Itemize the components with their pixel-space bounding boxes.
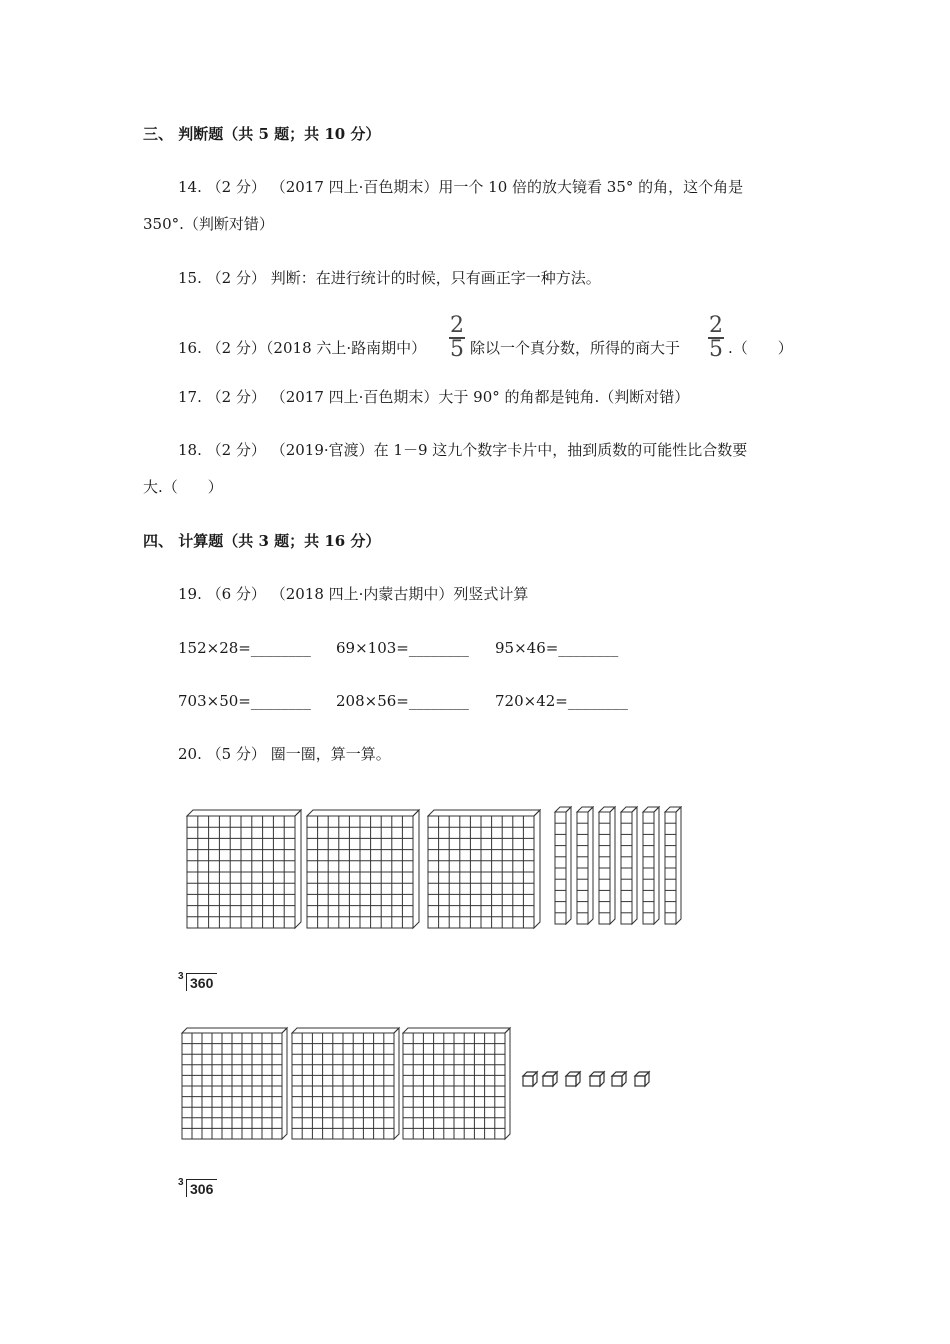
question-19: 19. （6 分） （2018 四上·内蒙古期中）列竖式计算 <box>178 585 529 603</box>
question-16-middle: 除以一个真分数，所得的商大于 <box>470 339 681 357</box>
hundred-block <box>307 810 419 928</box>
fraction-two-fifths-2 <box>708 313 724 362</box>
question-14-line1: 14. （2 分） （2017 四上·百色期末）用一个 10 倍的放大镜看 35° 的角，这个角是 <box>178 178 744 196</box>
hundred-block <box>428 810 540 928</box>
base-ten-blocks-360 <box>183 805 703 935</box>
calc-item: 720×42=________ <box>495 692 628 710</box>
calc-item: 703×50=________ <box>178 692 311 710</box>
divisor: 3 <box>178 1177 184 1188</box>
fraction-denominator-2: 5 <box>709 337 723 362</box>
section-4-heading: 四、 计算题（共 3 题；共 16 分） <box>143 532 381 550</box>
question-16-prefix: 16. （2 分）（2018 六上·路南期中） <box>178 339 427 357</box>
ten-rod <box>643 807 659 924</box>
ten-rod <box>555 807 571 924</box>
unit-cube <box>566 1072 580 1086</box>
ten-rod <box>577 807 593 924</box>
base-ten-blocks-306 <box>180 1024 660 1139</box>
question-16-suffix: .（ ） <box>728 339 793 357</box>
fraction-two-fifths <box>449 313 465 362</box>
ten-rod <box>665 807 681 924</box>
dividend: 306 <box>186 1179 217 1197</box>
unit-cube <box>543 1072 557 1086</box>
unit-cube <box>612 1072 626 1086</box>
hundred-block <box>403 1028 510 1139</box>
fraction-denominator: 5 <box>450 337 464 362</box>
unit-cube <box>523 1072 537 1086</box>
question-18-line2: 大.（ ） <box>143 478 223 496</box>
hundred-block <box>187 810 301 928</box>
question-20: 20. （5 分） 圈一圈，算一算。 <box>178 745 391 763</box>
question-15: 15. （2 分） 判断：在进行统计的时候，只有画正字一种方法。 <box>178 269 601 287</box>
unit-cube <box>635 1072 649 1086</box>
section-3-heading: 三、 判断题（共 5 题；共 10 分） <box>143 125 381 143</box>
question-14-line2: 350°.（判断对错） <box>143 215 274 233</box>
calc-item: 208×56=________ <box>336 692 469 710</box>
dividend: 360 <box>186 973 217 991</box>
question-17: 17. （2 分） （2017 四上·百色期末）大于 90° 的角都是钝角.（判断对错） <box>178 388 690 406</box>
divisor: 3 <box>178 971 184 982</box>
calc-item: 152×28=________ <box>178 639 311 657</box>
ten-rod <box>599 807 615 924</box>
question-18-line1: 18. （2 分） （2019·官渡）在 1－9 这九个数字卡片中，抽到质数的可能性比合数要 <box>178 441 748 459</box>
fraction-numerator-2: 2 <box>709 313 723 338</box>
hundred-block <box>292 1028 399 1139</box>
ten-rod <box>621 807 637 924</box>
hundred-block <box>182 1028 287 1139</box>
unit-cube <box>590 1072 604 1086</box>
fraction-numerator: 2 <box>450 313 464 338</box>
calc-item: 69×103=________ <box>336 639 469 657</box>
calc-item: 95×46=________ <box>495 639 619 657</box>
